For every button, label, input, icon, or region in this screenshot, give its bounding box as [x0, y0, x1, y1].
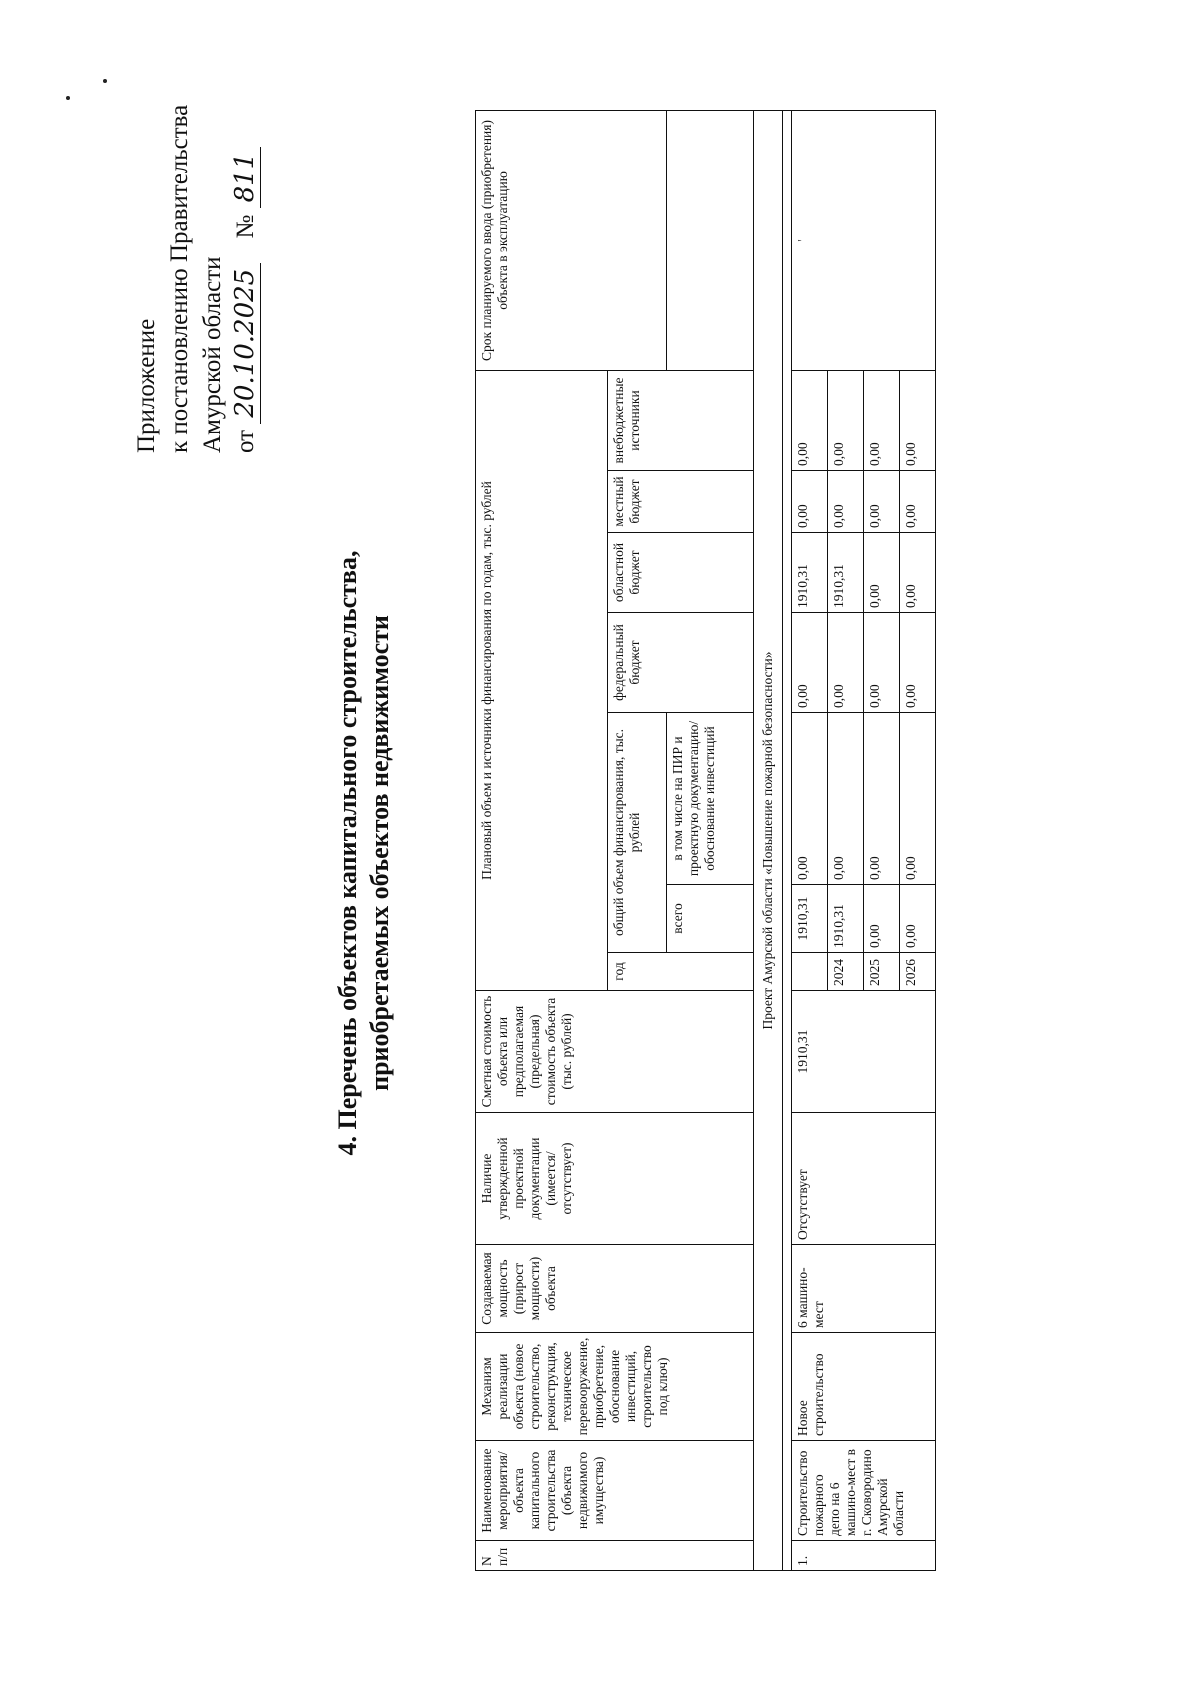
spacer-row — [783, 110, 792, 1570]
header-deadline-lower — [667, 110, 754, 370]
cell-regional: 1910,31 — [828, 533, 864, 613]
header-estimate: Сметная стоимость объекта или предполагаемая (предельная) стоимость объекта (тыс. рублей) — [476, 991, 754, 1113]
item-num: 1. — [792, 1541, 936, 1571]
cell-external: 0,00 — [864, 370, 900, 470]
item-mechanism: Новое строительство — [792, 1333, 936, 1441]
cell-regional: 0,00 — [900, 533, 936, 613]
annex-date-line — [229, 105, 262, 453]
item-estimate: 1910,31 — [792, 991, 936, 1113]
header-deadline: Срок планируемого ввода (приобретения) объекта в эксплуатацию — [476, 110, 667, 370]
cell-pir: 0,00 — [864, 713, 900, 885]
cell-pir: 0,00 — [828, 713, 864, 885]
cell-federal: 0,00 — [828, 613, 864, 713]
annex-line-3: Амурской области — [199, 256, 226, 453]
page-title — [332, 333, 396, 1373]
objects-table — [475, 110, 936, 1571]
header-capacity: Создаваемая мощность (прирост мощности) объекта — [476, 1245, 754, 1333]
cell-local: 0,00 — [864, 471, 900, 533]
section-title: Проект Амурской области «Повышение пожарной безопасности» — [754, 110, 783, 1570]
cell-local: 0,00 — [792, 471, 828, 533]
header-mechanism: Механизм реализации объекта (новое строительство, реконструкция, техническое перевооружение, приобретение, обоснование инвестиций, строительство под ключ) — [476, 1333, 754, 1441]
item-docs: Отсутствует — [792, 1113, 936, 1245]
header-total-group: общий объем финансирования, тыс. рублей — [608, 713, 667, 953]
cell-year — [792, 953, 828, 991]
header-row-1 — [476, 110, 608, 1570]
header-local: местный бюджет — [608, 471, 754, 533]
handwritten-number: 811 — [230, 147, 261, 209]
cell-regional: 1910,31 — [792, 533, 828, 613]
title-line-2: приобретаемых объектов недвижимости — [365, 615, 394, 1091]
cell-total: 0,00 — [900, 885, 936, 953]
cell-federal: 0,00 — [900, 613, 936, 713]
header-plan: Плановый объем и источники финансирования по годам, тыс. рублей — [476, 370, 608, 990]
cell-regional: 0,00 — [864, 533, 900, 613]
date-prefix: от — [232, 429, 259, 453]
header-year: год — [608, 953, 754, 991]
cell-total: 1910,31 — [792, 885, 828, 953]
annex-block — [130, 105, 262, 453]
cell-year: 2026 — [900, 953, 936, 991]
annex-line-1: Приложение — [133, 318, 160, 453]
title-line-1: 4. Перечень объектов капитального строительства, — [333, 550, 362, 1156]
cell-year: 2025 — [864, 953, 900, 991]
number-prefix: № — [232, 214, 259, 239]
item-capacity: 6 машино-мест — [792, 1245, 936, 1333]
header-pir: в том числе на ПИР и проектную документацию/обоснование инвестиций — [667, 713, 754, 885]
cell-external: 0,00 — [792, 370, 828, 470]
item-name: Строительство пожарного депо на 6 машино-мест в г. Сковородино Амурской области — [792, 1441, 936, 1541]
scan-mark: ' — [795, 239, 810, 242]
item-deadline — [792, 110, 936, 370]
cell-federal: 0,00 — [864, 613, 900, 713]
spacer-cell — [783, 110, 792, 1570]
cell-pir: 0,00 — [900, 713, 936, 885]
header-docs: Наличие утвержденной проектной документации (имеется/отсутствует) — [476, 1113, 754, 1245]
cell-local: 0,00 — [900, 471, 936, 533]
header-regional: областной бюджет — [608, 533, 754, 613]
cell-total: 1910,31 — [828, 885, 864, 953]
cell-federal: 0,00 — [792, 613, 828, 713]
annex-line-2: к постановлению Правительства — [166, 104, 193, 453]
cell-external: 0,00 — [828, 370, 864, 470]
cell-external: 0,00 — [900, 370, 936, 470]
section-row — [754, 110, 783, 1570]
cell-year: 2024 — [828, 953, 864, 991]
header-name: Наименование мероприятия/ объекта капитального строительства (объекта недвижимого имущества) — [476, 1441, 754, 1541]
cell-local: 0,00 — [828, 471, 864, 533]
cell-pir: 0,00 — [792, 713, 828, 885]
header-num: N п/п — [476, 1541, 754, 1571]
table-row — [792, 110, 828, 1570]
header-federal: федеральный бюджет — [608, 613, 754, 713]
cell-total: 0,00 — [864, 885, 900, 953]
header-external: внебюджетные источники — [608, 370, 754, 470]
handwritten-date: 20.10.2025 — [230, 263, 261, 424]
header-total: всего — [667, 885, 754, 953]
